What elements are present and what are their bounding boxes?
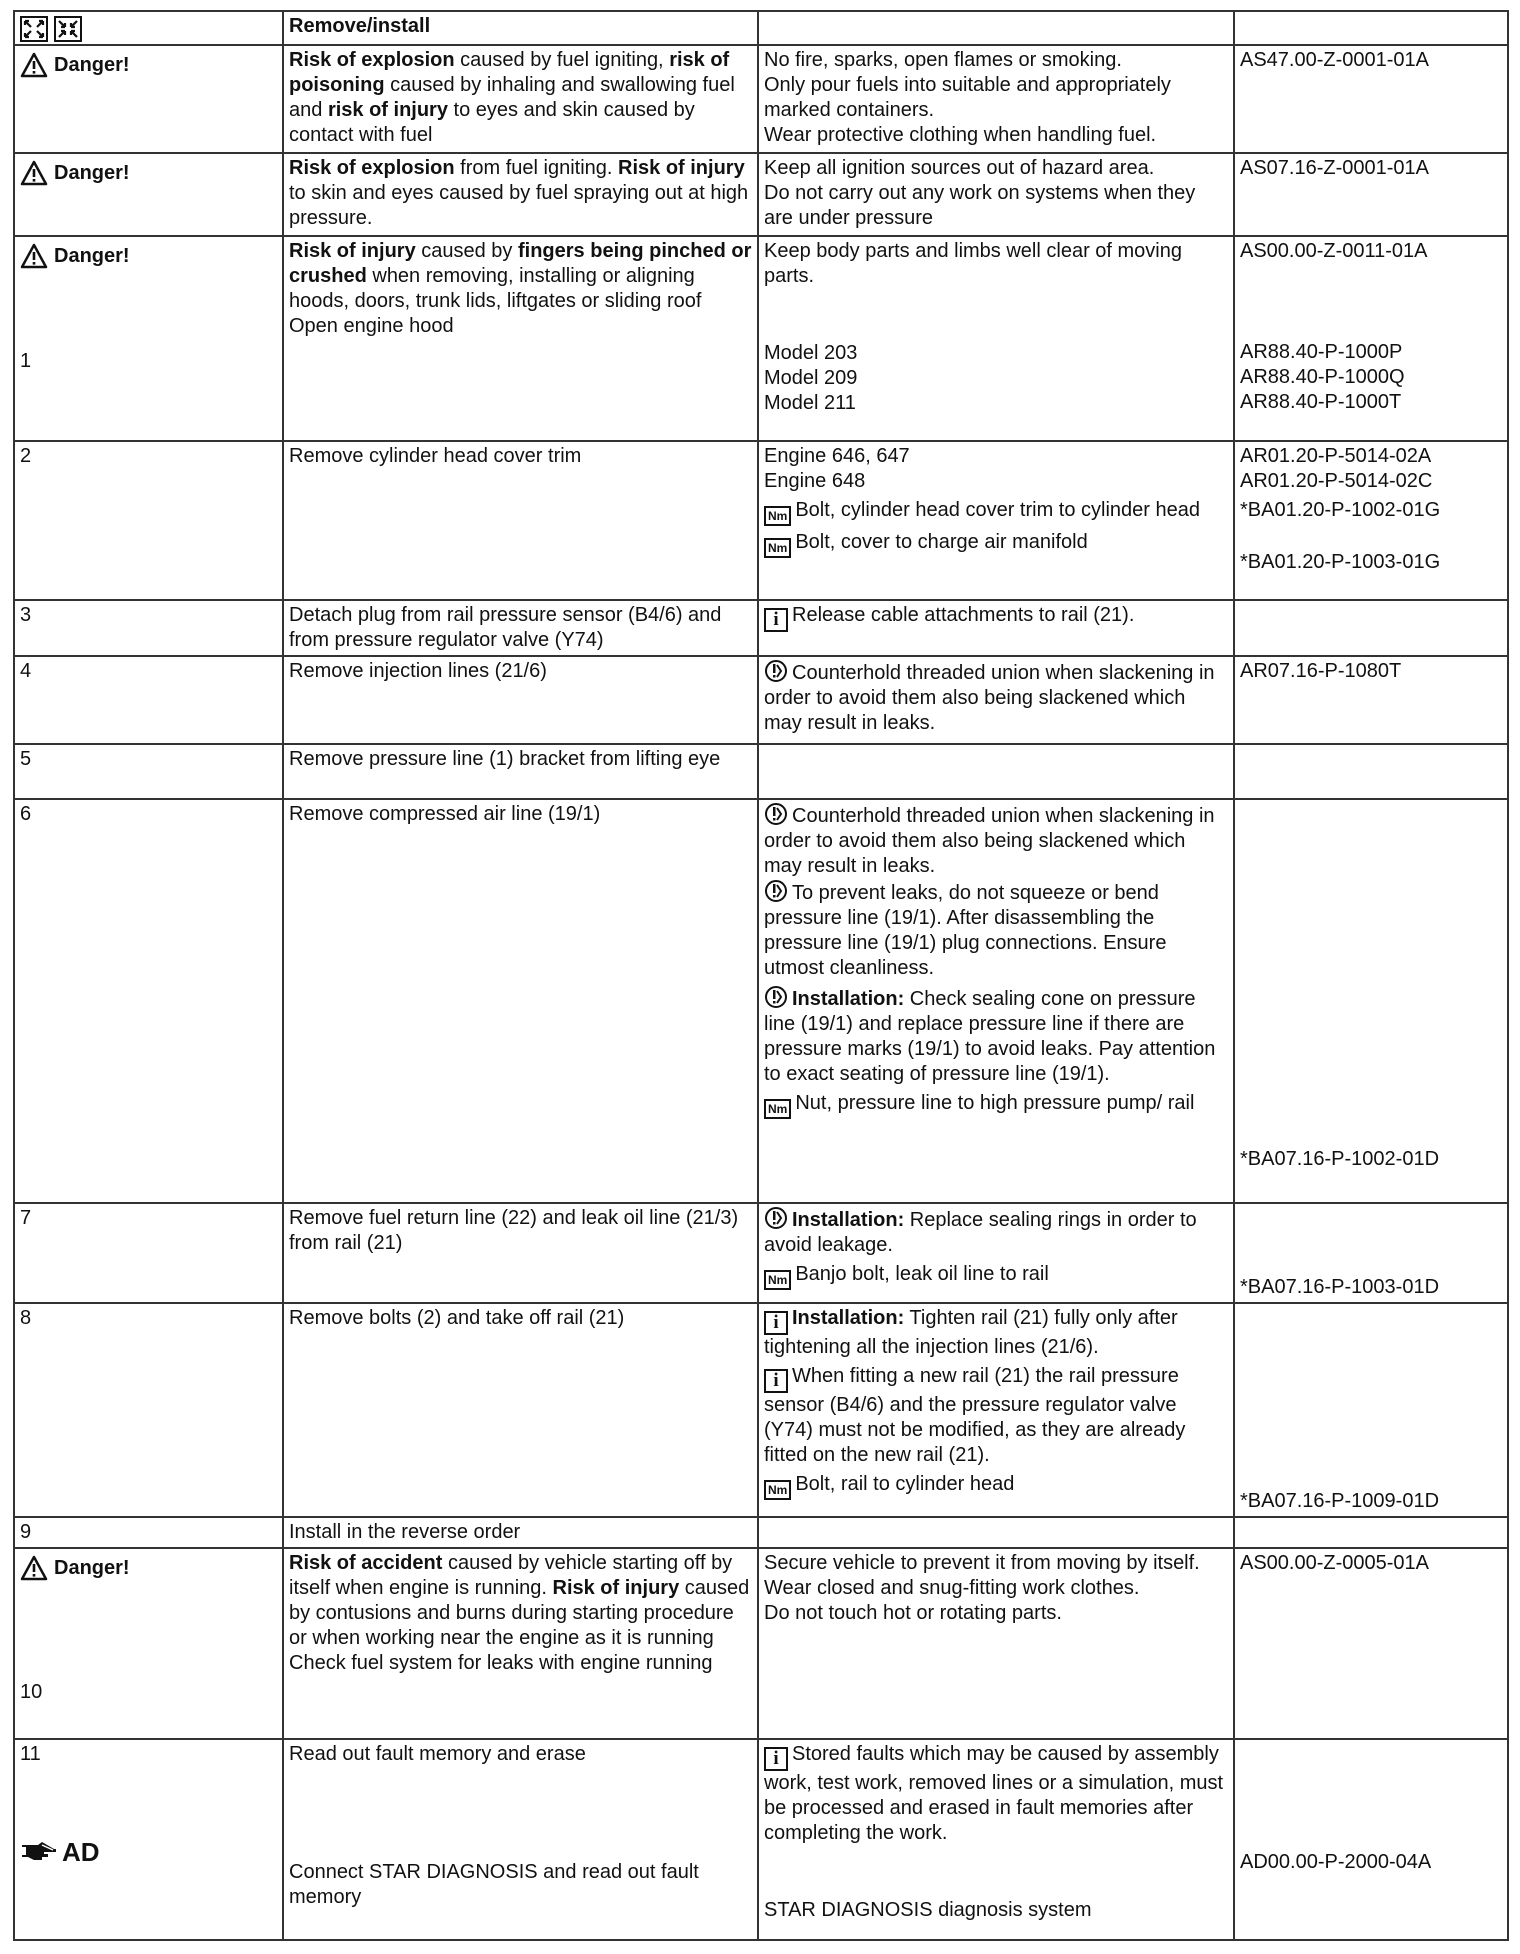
step-row-11: [14, 1739, 1508, 1940]
torque-icon: Nm: [764, 1480, 791, 1500]
caution-note-icon: [764, 985, 788, 1009]
warning-triangle-icon: [20, 1555, 48, 1581]
step-action: Remove fuel return line (22) and leak oil line (21/3) from rail (21): [283, 1203, 758, 1303]
step-row-8: [14, 1303, 1508, 1517]
step-action: Remove compressed air line (19/1): [283, 799, 758, 1203]
step-action: Remove cylinder head cover trim: [283, 441, 758, 600]
risk-text-segment: to skin and eyes caused by fuel spraying out at high pressure.: [289, 182, 749, 229]
info-icon: i: [764, 1369, 788, 1393]
step-number: 9: [14, 1517, 283, 1548]
note-text: Tighten rail (21) fully only after tightening all the injection lines (21/6).: [764, 1307, 1178, 1358]
risk-text: [289, 239, 752, 314]
reference-link[interactable]: *BA01.20-P-1002-01G: [1240, 499, 1441, 521]
risk-text-segment: to eyes and skin caused by contact with fuel: [289, 99, 695, 146]
measure-text: Keep body parts and limbs well clear of moving parts.: [764, 240, 1182, 287]
reference-link[interactable]: AR07.16-P-1080T: [1234, 656, 1508, 744]
collapse-arrows-icon: [54, 16, 82, 42]
torque-spec: Nut, pressure line to high pressure pump/ rail: [795, 1092, 1195, 1114]
measure-text: Secure vehicle to prevent it from moving by itself.: [764, 1552, 1200, 1574]
step-action: Install in the reverse order: [283, 1517, 758, 1548]
step-number: 3: [14, 600, 283, 656]
danger-label: Danger!: [54, 53, 130, 76]
step-row-3: [14, 600, 1508, 656]
measure-text: Do not touch hot or rotating parts.: [764, 1602, 1062, 1624]
risk-text-segment: from fuel igniting.: [454, 157, 619, 179]
reference-link[interactable]: *BA01.20-P-1003-01G: [1240, 551, 1441, 573]
torque-spec: Bolt, cover to charge air manifold: [795, 531, 1088, 553]
header-title: Remove/install: [283, 11, 758, 45]
risk-text-segment: caused by fuel igniting,: [454, 49, 670, 71]
risk-text: [283, 153, 758, 236]
note-text: Release cable attachments to rail (21).: [792, 604, 1135, 626]
note-text: Stored faults which may be caused by assembly work, test work, removed lines or a simulation, must be processed and erased in fault memories after completing the work.: [764, 1743, 1224, 1844]
risk-emphasis: Risk of explosion: [289, 157, 455, 179]
step-number: 10: [20, 1681, 43, 1703]
reference-link[interactable]: AS00.00-Z-0005-01A: [1234, 1548, 1508, 1739]
reference-link[interactable]: AR88.40-P-1000T: [1240, 391, 1402, 413]
engine-variant: Engine 646, 647: [764, 445, 910, 467]
step-row-9: [14, 1517, 1508, 1548]
engine-variant: Engine 648: [764, 470, 866, 492]
warning-triangle-icon: [20, 243, 48, 269]
risk-text: [289, 1551, 752, 1651]
reference-link[interactable]: AD00.00-P-2000-04A: [1240, 1851, 1432, 1873]
danger-row-pressure: [14, 153, 1508, 236]
model-209: Model 209: [764, 367, 858, 389]
measure-text: Wear protective clothing when handling fuel.: [764, 124, 1157, 146]
model-203: Model 203: [764, 342, 858, 364]
note-text: Check sealing cone on pressure line (19/1) and replace pressure line if there are pressure marks (19/1) to avoid leaks. Pay attention to exact seating of pressure line (19/1).: [764, 988, 1216, 1085]
installation-label: Installation:: [792, 1209, 905, 1231]
measure-text: Only pour fuels into suitable and appropriately marked containers.: [764, 74, 1171, 121]
header-row: [14, 11, 1508, 45]
risk-text-segment: caused by inhaling and swallowing fuel and: [289, 74, 735, 121]
step-action: Detach plug from rail pressure sensor (B4/6) and from pressure regulator valve (Y74): [283, 600, 758, 656]
danger-row-pinching: [14, 236, 1508, 441]
step-row-2: [14, 441, 1508, 600]
risk-text-segment: caused by vehicle starting off by itself when engine is running.: [289, 1552, 733, 1599]
risk-emphasis: Risk of injury: [289, 240, 416, 262]
risk-text: [283, 45, 758, 153]
note-text: To prevent leaks, do not squeeze or bend pressure line (19/1). After disassembling the pressure line (19/1) plug connections. Ensure utmost cleanliness.: [764, 882, 1167, 979]
torque-icon: Nm: [764, 1270, 791, 1290]
pointing-hand-icon: [20, 1839, 58, 1865]
step-number: 7: [14, 1203, 283, 1303]
torque-spec: Bolt, rail to cylinder head: [795, 1473, 1015, 1495]
caution-note-icon: [764, 1206, 788, 1230]
risk-emphasis: risk of poisoning: [289, 49, 730, 96]
risk-emphasis: Risk of accident: [289, 1552, 443, 1574]
step-number: 4: [14, 656, 283, 744]
warning-triangle-icon: [20, 52, 48, 78]
step-number: 6: [14, 799, 283, 1203]
step-action: Check fuel system for leaks with engine running: [289, 1652, 713, 1674]
step-action: Remove injection lines (21/6): [283, 656, 758, 744]
measure-text: Wear closed and snug-fitting work clothes.: [764, 1577, 1140, 1599]
header-icons-cell: [14, 11, 283, 45]
info-icon: i: [764, 608, 788, 632]
info-icon: i: [764, 1747, 788, 1771]
danger-label: Danger!: [54, 1556, 130, 1579]
step-row-4: [14, 656, 1508, 744]
risk-emphasis: Risk of injury: [552, 1577, 680, 1599]
note-text: Counterhold threaded union when slackening in order to avoid them also being slackened which may result in leaks.: [764, 805, 1215, 877]
risk-text-segment: caused by: [415, 240, 518, 262]
step-action: Open engine hood: [289, 315, 454, 337]
reference-link[interactable]: AS47.00-Z-0001-01A: [1234, 45, 1508, 153]
step-row-6: [14, 799, 1508, 1203]
step-row-5: [14, 744, 1508, 799]
tool-text: STAR DIAGNOSIS diagnosis system: [764, 1899, 1092, 1921]
torque-icon: Nm: [764, 1099, 791, 1119]
step-number: 2: [14, 441, 283, 600]
step-action: Read out fault memory and erase: [289, 1743, 586, 1765]
reference-link[interactable]: AS07.16-Z-0001-01A: [1234, 153, 1508, 236]
step-action: Remove pressure line (1) bracket from lifting eye: [283, 744, 758, 799]
model-211: Model 211: [764, 392, 856, 414]
step-number: 11: [20, 1743, 41, 1765]
caution-note-icon: [764, 802, 788, 826]
installation-label: Installation:: [792, 988, 905, 1010]
risk-emphasis: Risk of explosion: [289, 49, 455, 71]
installation-label: Installation:: [792, 1307, 905, 1329]
info-icon: i: [764, 1311, 788, 1335]
reference-link[interactable]: AS00.00-Z-0011-01A: [1240, 240, 1428, 262]
step-number: 5: [14, 744, 283, 799]
step-number: 1: [20, 350, 32, 372]
danger-label: Danger!: [54, 244, 130, 267]
danger-label: Danger!: [54, 161, 130, 184]
reference-link[interactable]: AR88.40-P-1000P: [1240, 341, 1403, 363]
note-text: Counterhold threaded union when slackening in order to avoid them also being slackened which may result in leaks.: [764, 662, 1215, 734]
danger-row-accident: [14, 1548, 1508, 1739]
reference-link[interactable]: AR88.40-P-1000Q: [1240, 366, 1405, 388]
risk-emphasis: risk of injury: [327, 99, 448, 121]
reference-link[interactable]: *BA07.16-P-1003-01D: [1234, 1203, 1508, 1303]
warning-triangle-icon: [20, 160, 48, 186]
torque-icon: Nm: [764, 506, 791, 526]
risk-emphasis: fingers being pinched or crushed: [289, 240, 752, 287]
step-row-7: [14, 1203, 1508, 1303]
caution-note-icon: [764, 879, 788, 903]
caution-note-icon: [764, 659, 788, 683]
torque-spec: Bolt, cylinder head cover trim to cylinder head: [795, 499, 1200, 521]
reference-link[interactable]: *BA07.16-P-1002-01D: [1234, 799, 1508, 1203]
danger-row-fuel: [14, 45, 1508, 153]
risk-text-segment: caused by contusions and burns during starting procedure or when working near the engine as it is running: [289, 1577, 750, 1649]
note-text: When fitting a new rail (21) the rail pressure sensor (B4/6) and the pressure regulator valve (Y74) must not be modified, as they are already fitted on the new rail (21).: [764, 1365, 1186, 1466]
reference-link[interactable]: *BA07.16-P-1009-01D: [1234, 1303, 1508, 1517]
measure-text: No fire, sparks, open flames or smoking.: [764, 49, 1122, 71]
note-text: Replace sealing rings in order to avoid leakage.: [764, 1209, 1197, 1256]
step-action: Remove bolts (2) and take off rail (21): [283, 1303, 758, 1517]
measure-text: Do not carry out any work on systems when they are under pressure: [764, 182, 1196, 229]
expand-arrows-icon: [20, 16, 48, 42]
torque-spec: Banjo bolt, leak oil line to rail: [795, 1263, 1049, 1285]
risk-text-segment: when removing, installing or aligning hoods, doors, trunk lids, liftgates or sliding roof: [289, 265, 702, 312]
reference-link[interactable]: AR01.20-P-5014-02A: [1240, 445, 1432, 467]
step-number: 8: [14, 1303, 283, 1517]
risk-emphasis: Risk of injury: [618, 157, 745, 179]
ad-label: AD: [62, 1836, 100, 1867]
step-action: Connect STAR DIAGNOSIS and read out fault memory: [289, 1861, 699, 1908]
torque-icon: Nm: [764, 538, 791, 558]
procedure-table: [13, 10, 1509, 1941]
measure-text: Keep all ignition sources out of hazard area.: [764, 157, 1155, 179]
reference-link[interactable]: AR01.20-P-5014-02C: [1240, 470, 1433, 492]
